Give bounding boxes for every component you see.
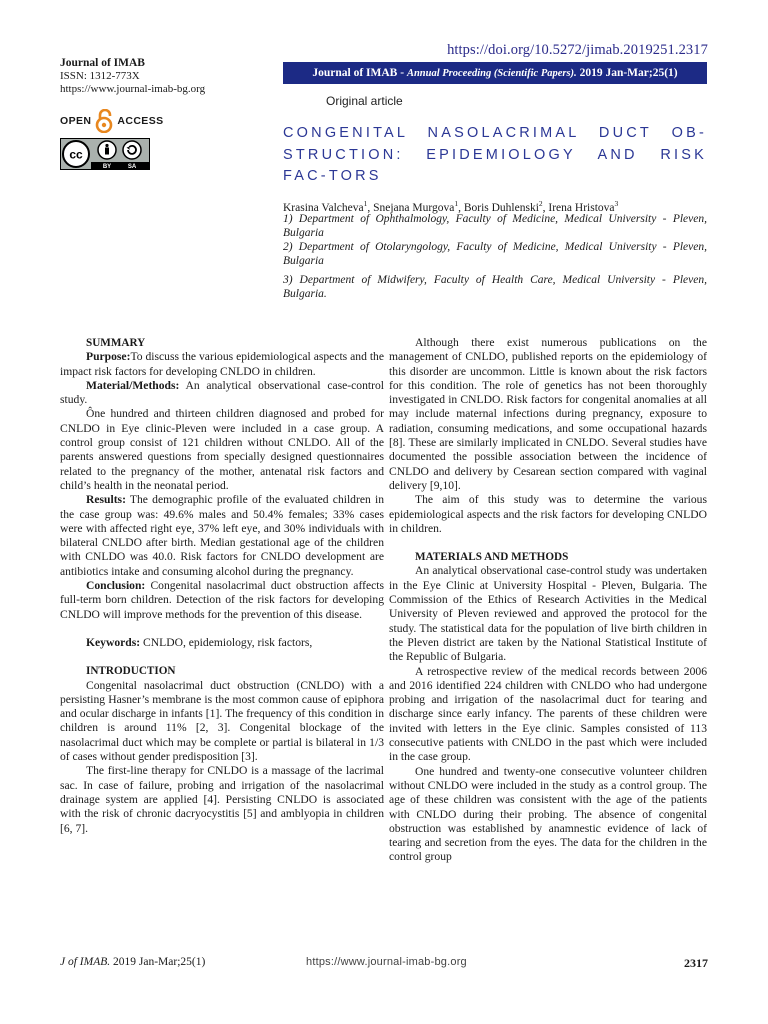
- body-paragraph-1: Although there exist numerous publications on the management of CNLDO, published reports on the epidemiology of this disorder are uncommon. Little is known about the risk factors for this condition. The role of genetics has not been thoroughly investigated in CNLDO. Risk factors for congenital anomalies at all may include maternal infections during pregnancy, exposure to radiation, consuming medications, and some occupational hazards [8]. These are similarly implicated in CNLDO. Several studies have documented the possible association between the incidence of CNLDO and delivery by Cesarean section compared with vaginal delivery [9,10].: [389, 336, 707, 492]
- body-paragraph-5: One hundred and twenty-one consecutive volunteer children without CNLDO were included in the study as a control group. The age of these children was consistent with the age of the patients with CNLDO during their probing. The absence of congenital obstruction was established by anamnestic evidence of lack of tearing and secretion from the eyes. The data for the children in the control group: [389, 764, 707, 864]
- right-column: [389, 336, 707, 865]
- intro-paragraph-2: The first-line therapy for CNLDO is a massage of the lacrimal sac. In case of failure, probing and irrigation of the nasolacrimal drainage system are applied [4]. Persisting CNLDO is associated with the risk of chronic dacryocystitis [5] and amblyopia in children [6, 7].: [60, 764, 384, 835]
- footer-site-link[interactable]: https://www.journal-imab-bg.org: [306, 956, 467, 968]
- open-access-left: OPEN: [60, 115, 92, 127]
- footer-citation: [60, 956, 205, 968]
- purpose-paragraph: Purpose:To discuss the various epidemiological aspects and the impact risk factors for developing CNLDO in children.: [60, 350, 384, 378]
- doi-link[interactable]: https://doi.org/10.5272/jimab.2019251.2317: [447, 42, 708, 58]
- results-paragraph: Results: The demographic profile of the evaluated children in the case group was: 49.6% males and 50.4% females; 33% cases were with affected right eye, 37% left eye, and 30% individuals with bilateral CNLDO after birth. Median gestational age of the children with CNLDO was 40.0. Risk factors for CNLDO development are antibiotics intake and consuming alcohol during the pregnancy.: [60, 493, 384, 578]
- cc-by-sa-icon: [60, 138, 150, 170]
- article-title: CONGENITAL NASOLACRIMAL DUCT OB-STRUCTION: EPIDEMIOLOGY AND RISK FAC-TORS: [283, 125, 707, 184]
- banner-series: Annual Proceeding (Scientific Papers).: [406, 68, 577, 79]
- methods-heading: MATERIALS AND METHODS: [415, 551, 569, 564]
- banner-issue: 2019 Jan-Mar;25(1): [576, 67, 678, 79]
- affiliation-1: 1) Department of Ophthalmology, Faculty of Medicine, Medical University - Pleven, Bulgaria: [283, 213, 707, 239]
- conclusion-paragraph: Conclusion: Congenital nasolacrimal duct obstruction affects full-term born children. Detection of the risk factors for developing CNLDO will improve methods for the prevention of this disease.: [60, 579, 384, 621]
- body-paragraph-4: A retrospective review of the medical records between 2006 and 2016 identified 224 children with CNLDO who had undergone probing and irrigation of the nasolacrimal duct for tearing and discharge since early infancy. The parents of these children were invited with letters in the Eye clinic. Samples consisted of 113 consecutive patients with CNLDO in the past which were included in the case group.: [389, 664, 707, 764]
- body-paragraph-2: The aim of this study was to determine the various epidemiological aspects and the risk factors for developing CNLDO in children.: [389, 493, 707, 535]
- author-list: Krasina Valcheva$^1$, Snejana Murgova$^1$, Boris Duhlenski$^2$, Irena Hristova$^3$: [283, 199, 619, 214]
- methods-paragraph: Material/Methods: An analytical observational case-control study.: [60, 378, 384, 407]
- author-name: Boris Duhlenski: [463, 201, 539, 214]
- author-sup: 2: [538, 199, 543, 208]
- issn: ISSN: 1312-773X: [60, 70, 140, 82]
- author-name: Krasina Valcheva: [283, 201, 364, 214]
- affiliation-3: 3) Department of Midwifery, Faculty of Health Care, Medical University - Pleven, Bulgaria.: [283, 274, 707, 300]
- author-name: Snejana Murgova: [373, 201, 455, 214]
- summary-heading: SUMMARY: [86, 337, 146, 349]
- journal-name: Journal of IMAB: [60, 57, 145, 69]
- cc-sa-label: SA: [127, 164, 137, 170]
- author-sup: 1: [363, 199, 368, 208]
- journal-meta: [60, 57, 205, 96]
- banner-journal: Journal of IMAB -: [312, 67, 407, 79]
- body-paragraph-3: An analytical observational case-control study was undertaken in the Eye Clinic at University Hospital - Pleven, Bulgaria. The Commission of the Ethics of Research Activities in the Medical University of Pleven reviewed and approved the protocol for the study. The statistical data for the population of live birth children in the Pleven district are taken by the National Statistical Institute of the Republic of Bulgaria.: [389, 564, 707, 664]
- journal-banner: [283, 62, 707, 84]
- methods-paragraph-2: Ône hundred and thirteen children diagnosed and probed for CNLDO in Eye clinic-Pleven were included in a case group. A control group consist of 121 children without CNLDO. All of the parents answered questions from specially designed questionnaires related to the pregnancy of the mother, antenatal risk factors and child’s health in the neonatal period.: [60, 407, 384, 492]
- affiliation-2: 2) Department of Otolaryngology, Faculty of Medicine, Medical University - Pleven, Bulgaria: [283, 241, 707, 267]
- svg-text:cc: cc: [69, 147, 83, 162]
- author-sup: 1: [454, 199, 459, 208]
- introduction-heading: INTRODUCTION: [86, 665, 176, 678]
- open-lock-icon: [94, 109, 114, 133]
- article-type: Original article: [326, 94, 403, 108]
- keywords-paragraph: Keywords: CNLDO, epidemiology, risk factors,: [86, 635, 313, 649]
- author-name: Irena Hristova: [548, 201, 615, 214]
- journal-site[interactable]: https://www.journal-imab-bg.org: [60, 83, 206, 95]
- open-access-right: ACCESS: [117, 115, 164, 127]
- footer-journal: J of IMAB.: [60, 956, 111, 968]
- author-sup: 3: [614, 199, 619, 208]
- open-access-logo: [60, 109, 164, 133]
- cc-by-label: BY: [102, 164, 112, 170]
- left-column: [60, 336, 384, 836]
- intro-paragraph-1: Congenital nasolacrimal duct obstruction (CNLDO) with a persisting Hasner’s membrane is the most common cause of epiphora and ocular discharge in infants [1]. The frequency of this condition in children is around 11% [2, 3]. Congenital blockage of the nasolacrimal duct which may be complete or partial is bilateral in 1/3 of cases without gender predisposition [3].: [60, 678, 384, 764]
- page-number: 2317: [684, 956, 708, 970]
- footer-issue: 2019 Jan-Mar;25(1): [110, 956, 206, 968]
